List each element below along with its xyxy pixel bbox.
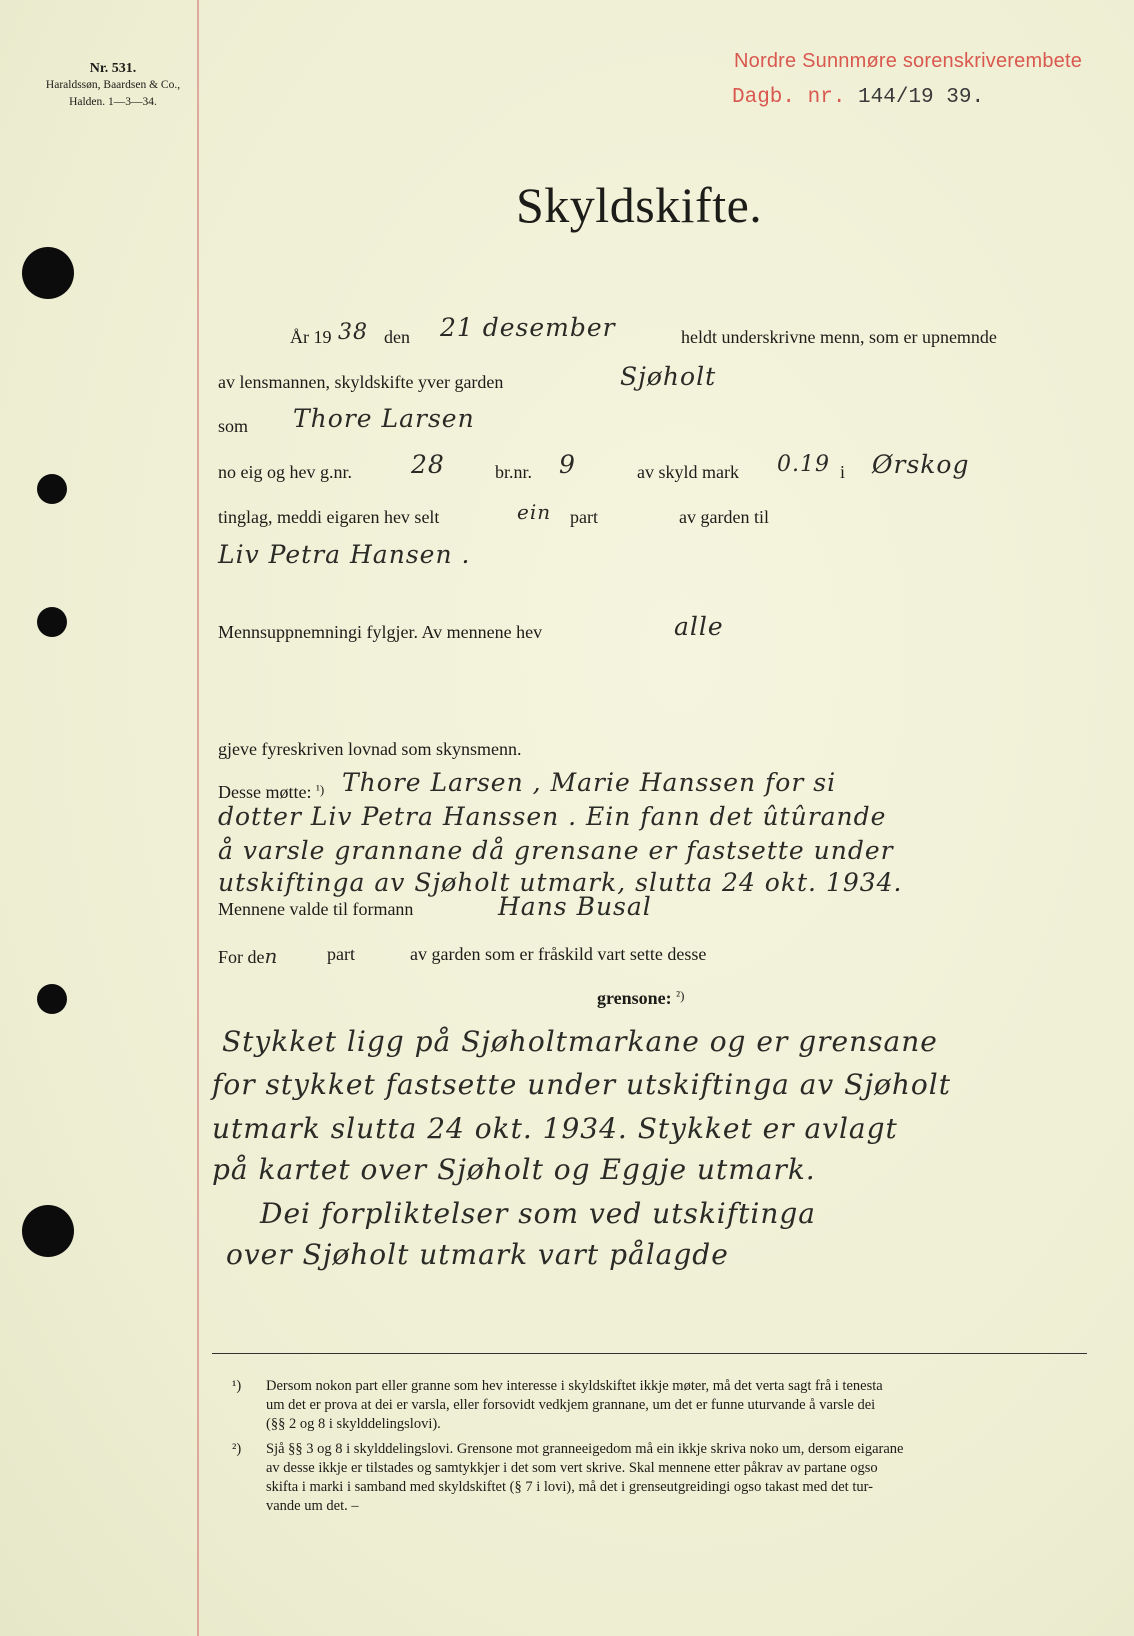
office-stamp: Nordre Sunnmøre sorenskriverembete: [734, 50, 1083, 72]
boundary-line-3: utmark slutta 24 okt. 1934. Stykket er avlagt: [212, 1112, 898, 1145]
desse-label: [218, 782, 324, 803]
footnote-1-line: (§§ 2 og 8 i skylddelingslovi).: [266, 1416, 441, 1432]
formann-text: Mennene valde til formann: [218, 899, 414, 919]
date-value: 21 desember: [440, 313, 616, 342]
for-part: part: [327, 944, 355, 964]
diary-year: 39.: [946, 86, 985, 109]
for-value: n: [264, 944, 279, 968]
skyld-value: 0.19: [777, 452, 830, 477]
footnote-2-mark: ²): [232, 1441, 242, 1457]
boundary-line-4: på kartet over Sjøholt og Eggje utmark.: [212, 1153, 816, 1186]
den-label: den: [384, 327, 410, 347]
document-title: Skyldskifte.: [516, 177, 763, 233]
som-label: som: [218, 416, 249, 436]
diary-number-stamp: [732, 86, 984, 109]
footnote-1-line: um det er prova at dei er varsla, eller forsovidt vedkjem grannane, um det er funne uturvande å varsle dei: [266, 1397, 876, 1413]
diary-number: 144/19: [858, 86, 934, 109]
boundary-line-2: for stykket fastsette under utskiftinga av Sjøholt: [212, 1068, 951, 1101]
punch-hole-top: [22, 247, 74, 299]
buyer-name: Liv Petra Hansen .: [218, 540, 471, 569]
footnote-2-line: vande um det. –: [266, 1498, 359, 1514]
year-label: År 19: [290, 327, 332, 347]
boundary-line-5: Dei forpliktelser som ved utskiftinga: [260, 1197, 816, 1230]
year-value: 38: [338, 320, 368, 345]
attendees-line-2: dotter Liv Petra Hanssen . Ein fann det ûtûrande: [218, 802, 887, 831]
tinglag-value: Ørskog: [872, 450, 970, 479]
desse-text: Desse møtte:: [218, 782, 312, 802]
lensmann-text: av lensmannen, skyldskifte yver garden: [218, 372, 504, 392]
footnote-ref-2: ²): [676, 988, 685, 1003]
i-label: i: [840, 462, 846, 482]
footnote-2-line: av desse ikkje er tilstades og samtykkjer i det som vert skrive. Skal mennene etter påkrav av partane ogso: [266, 1460, 878, 1476]
brnr-label: br.nr.: [495, 462, 533, 482]
av-garden-til: av garden til: [679, 507, 769, 527]
attendees-line-3: å varsle grannane då grensane er fastsette under: [218, 836, 894, 865]
grensone-label: [597, 988, 684, 1009]
printer-name: Haraldssøn, Baardsen & Co.,: [45, 79, 181, 91]
punch-hole: [37, 474, 67, 504]
grensone-text: grensone:: [597, 988, 672, 1008]
gnr-value: 28: [411, 450, 445, 479]
owner-name: Thore Larsen: [293, 404, 475, 433]
eig-text: no eig og hev g.nr.: [218, 462, 352, 482]
margin-line: [197, 0, 199, 1636]
boundary-line-6: over Sjøholt utmark vart pålagde: [226, 1238, 729, 1271]
for-label: [218, 944, 278, 968]
footnote-rule: [212, 1353, 1087, 1354]
boundary-line-1: Stykket ligg på Sjøholtmarkane og er grensane: [222, 1025, 938, 1058]
attendees-line-1: Thore Larsen , Marie Hanssen for si: [342, 768, 837, 797]
attendees-line-4: utskiftinga av Sjøholt utmark, slutta 24 okt. 1934.: [218, 868, 903, 897]
footnote-1: [232, 1377, 1086, 1434]
footnote-ref-1: ¹): [315, 782, 325, 797]
footnote-2-line: skifta i marki i samband med skyldskiftet (§ 7 i lovi), må det i grenseutgreidingi ogso takast med det tur-: [266, 1479, 873, 1495]
fraskild-text: av garden som er fråskild vart sette desse: [410, 944, 707, 964]
part-label: part: [570, 507, 598, 527]
skyld-label: av skyld mark: [637, 462, 739, 482]
mennsupp-text: Mennsuppnemningi fylgjer. Av mennene hev: [218, 622, 543, 642]
footnote-1-mark: ¹): [232, 1378, 242, 1394]
farm-name: Sjøholt: [620, 362, 717, 391]
formann-value: Hans Busal: [498, 892, 652, 921]
brnr-value: 9: [559, 450, 576, 479]
diary-label: Dagb. nr.: [732, 86, 846, 109]
printer-place: Halden. 1—3—34.: [69, 96, 157, 108]
form-number: Nr. 531.: [89, 61, 137, 76]
part-value: ein: [517, 500, 552, 524]
gjeve-text: gjeve fyreskriven lovnad som skynsmenn.: [218, 739, 522, 759]
footnote-2-line: Sjå §§ 3 og 8 i skylddelingslovi. Grensone mot granneeigedom må ein ikkje skriva noko um, dersom eigarane: [266, 1441, 904, 1457]
punch-hole: [37, 984, 67, 1014]
punch-hole: [37, 607, 67, 637]
printer-imprint: [28, 60, 198, 111]
held-text: heldt underskrivne menn, som er upnemnde: [681, 327, 997, 347]
mennene-value: alle: [674, 612, 724, 641]
punch-hole-bottom: [22, 1205, 74, 1257]
footnote-2: [232, 1440, 1086, 1516]
footnote-1-line: Dersom nokon part eller granne som hev interesse i skyldskiftet ikkje møter, må det verta sagt frå i tenesta: [266, 1378, 883, 1394]
for-text: For de: [218, 947, 265, 967]
tinglag-text: tinglag, meddi eigaren hev selt: [218, 507, 440, 527]
